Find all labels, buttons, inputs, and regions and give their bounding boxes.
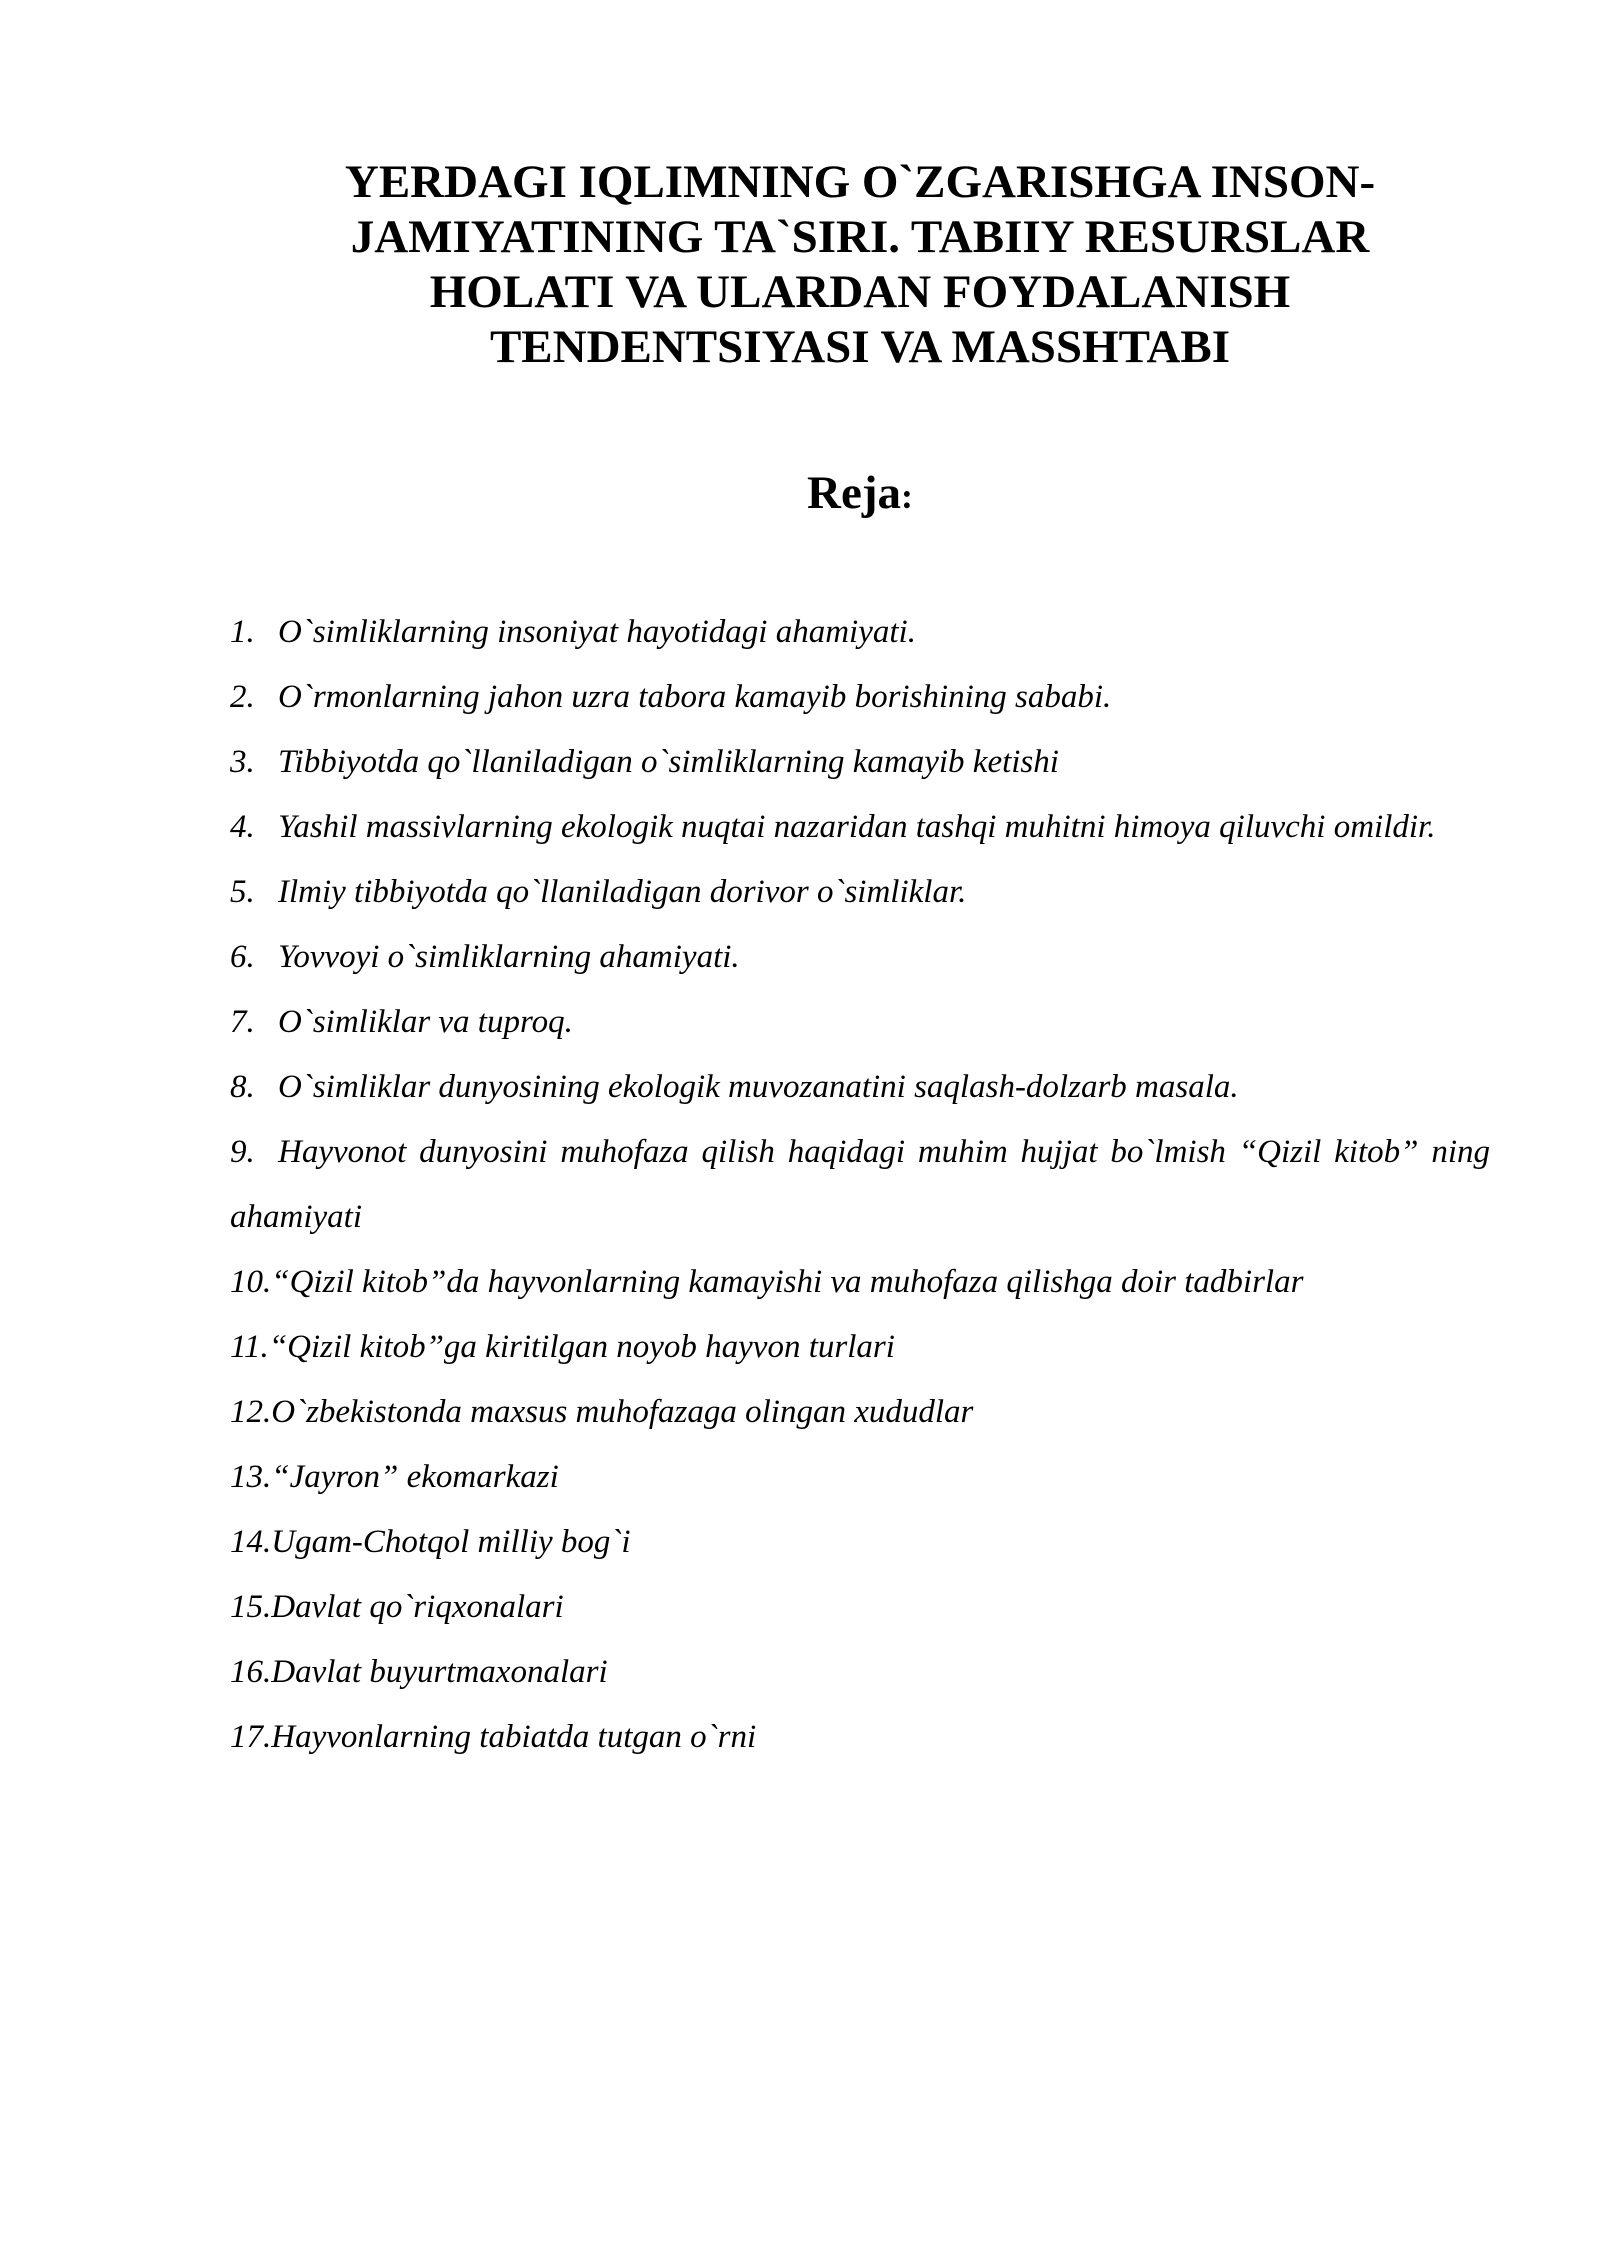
plan-list [230, 600, 1490, 1770]
list-item-number: 7. [230, 1004, 255, 1040]
list-item-number: 17. [230, 1719, 272, 1755]
list-item [230, 1250, 1490, 1315]
list-item-number: 12. [230, 1394, 272, 1430]
list-item-number: 13. [230, 1459, 272, 1495]
list-item [230, 795, 1490, 860]
list-item-text: “Qizil kitob”da hayvonlarning kamayishi va muhofaza qilishga doir tadbirlar [271, 1264, 1304, 1300]
list-item-text: “Jayron” ekomarkazi [271, 1459, 559, 1495]
document-title [250, 155, 1470, 375]
list-item-number: 4. [230, 809, 255, 845]
list-item-text: “Qizil kitob”ga kiritilgan noyob hayvon turlari [268, 1329, 895, 1365]
list-item-text: Davlat qo`riqxonalari [271, 1589, 564, 1625]
list-item [230, 1445, 1490, 1510]
list-item-text: O`rmonlarning jahon uzra tabora kamayib borishining sababi. [278, 679, 1112, 715]
list-item-number: 3. [230, 744, 255, 780]
list-item-text: Hayvonot dunyosini muhofaza qilish haqidagi muhim hujjat bo`lmish “Qizil kitob” ning ahamiyati [230, 1134, 1490, 1235]
list-item-text: Davlat buyurtmaxonalari [271, 1654, 608, 1690]
list-item [230, 600, 1490, 665]
list-item [230, 990, 1490, 1055]
list-item-number: 6. [230, 939, 255, 975]
list-item [230, 1380, 1490, 1445]
list-item-number: 16. [230, 1654, 272, 1690]
title-line: JAMIYATINING TA`SIRI. TABIIY RESURSLAR [350, 211, 1370, 263]
list-item [230, 665, 1490, 730]
list-item [230, 1315, 1490, 1380]
list-item-text: Ugam-Chotqol milliy bog`i [271, 1524, 631, 1560]
list-item-text: Yashil massivlarning ekologik nuqtai nazaridan tashqi muhitni himoya qiluvchi omildir. [278, 809, 1436, 845]
list-item-text: O`simliklar dunyosining ekologik muvozanatini saqlash-dolzarb masala. [278, 1069, 1239, 1105]
list-item [230, 730, 1490, 795]
list-item-text: Hayvonlarning tabiatda tutgan o`rni [271, 1719, 757, 1755]
list-item [230, 1640, 1490, 1705]
list-item-text: Ilmiy tibbiyotda qo`llaniladigan dorivor o`simliklar. [278, 874, 967, 910]
list-item [230, 1055, 1490, 1120]
list-item-number: 5. [230, 874, 255, 910]
list-item-number: 2. [230, 679, 255, 715]
plan-heading [0, 465, 1600, 524]
list-item-number: 14. [230, 1524, 272, 1560]
list-item [230, 860, 1490, 925]
list-item-number: 11. [230, 1329, 269, 1365]
list-item [230, 925, 1490, 990]
list-item-number: 15. [230, 1589, 272, 1625]
plan-heading-text: Reja [807, 467, 901, 519]
title-line: TENDENTSIYASI VA MASSHTABI [489, 321, 1231, 373]
plan-heading-colon: : [900, 476, 913, 516]
list-item-text: Yovvoyi o`simliklarning ahamiyati. [278, 939, 740, 975]
list-item-number: 1. [230, 614, 255, 650]
list-item [230, 1575, 1490, 1640]
list-item-number: 9. [230, 1134, 255, 1170]
title-line: YERDAGI IQLIMNING O`ZGARISHGA INSON- [344, 156, 1376, 208]
list-item [230, 1120, 1490, 1250]
list-item-text: O`simliklarning insoniyat hayotidagi ahamiyati. [278, 614, 916, 650]
list-item-text: Tibbiyotda qo`llaniladigan o`simliklarning kamayib ketishi [278, 744, 1059, 780]
list-item-number: 8. [230, 1069, 255, 1105]
list-item [230, 1705, 1490, 1770]
list-item [230, 1510, 1490, 1575]
list-item-text: O`zbekistonda maxsus muhofazaga olingan xududlar [271, 1394, 974, 1430]
list-item-number: 10. [230, 1264, 272, 1300]
title-line: HOLATI VA ULARDAN FOYDALANISH [429, 266, 1291, 318]
list-item-text: O`simliklar va tuproq. [278, 1004, 573, 1040]
